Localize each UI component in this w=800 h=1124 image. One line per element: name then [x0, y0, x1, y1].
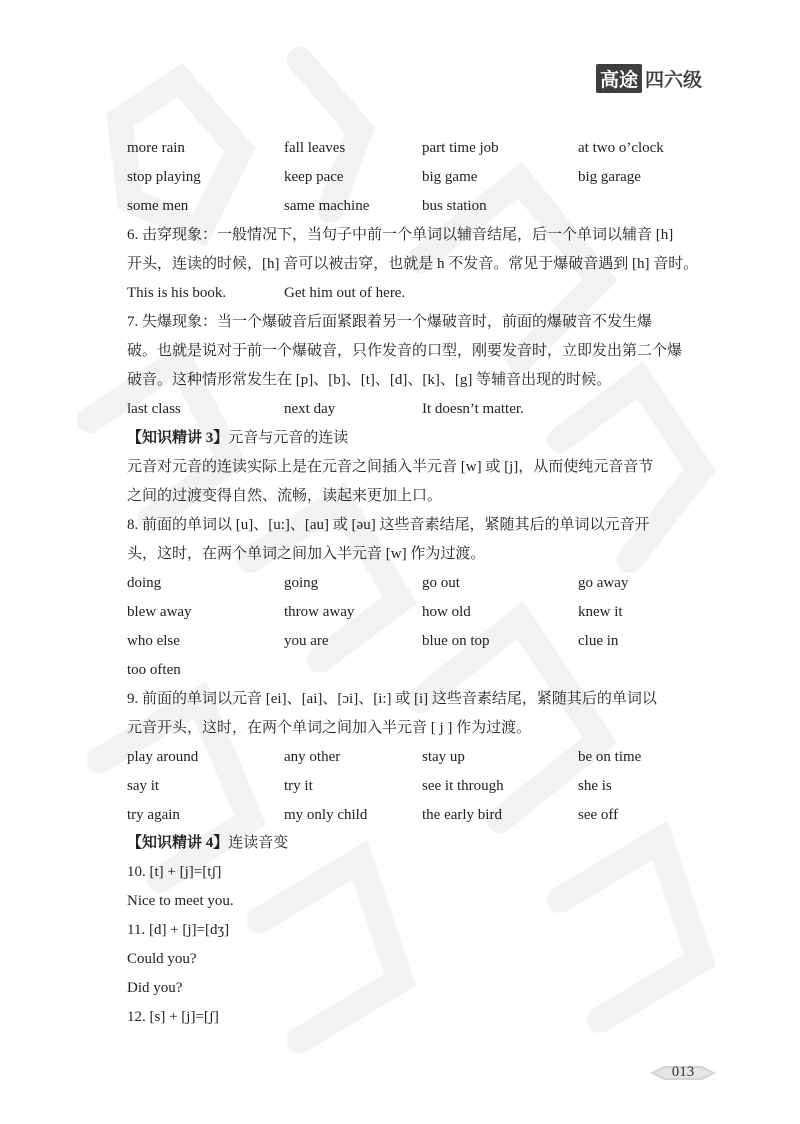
- rule-10-example: Nice to meet you.: [127, 893, 234, 909]
- word-item: try again: [127, 807, 180, 823]
- brand-part1: 高途: [596, 64, 642, 93]
- word-item: you are: [284, 633, 329, 649]
- word-item: go away: [578, 575, 629, 591]
- word-row: [127, 196, 687, 216]
- word-item: clue in: [578, 633, 619, 649]
- example-row: [127, 283, 687, 303]
- word-item: the early bird: [422, 807, 502, 823]
- brand-logo: [596, 64, 702, 93]
- heading-title: 连读音变: [228, 835, 289, 851]
- example-item: next day: [284, 401, 336, 417]
- word-item: any other: [284, 749, 341, 765]
- word-item: blew away: [127, 604, 192, 620]
- word-item: part time job: [422, 140, 499, 156]
- word-item: bus station: [422, 198, 487, 214]
- rule-11-example-1: Could you?: [127, 951, 197, 967]
- word-item: how old: [422, 604, 471, 620]
- rule-11: 11. [d] + [j]=[dʒ]: [127, 922, 230, 938]
- word-row: [127, 747, 687, 767]
- word-item: stop playing: [127, 169, 201, 185]
- paragraph-3-line2: 之间的过渡变得自然、流畅，读起来更加上口。: [127, 488, 443, 504]
- paragraph-9-line1: 9. 前面的单词以元音 [ei]、[ai]、[ɔi]、[i:] 或 [i] 这些音素结尾，紧随其后的单词以: [127, 691, 657, 707]
- word-item: be on time: [578, 749, 642, 765]
- word-item: my only child: [284, 807, 368, 823]
- word-item: who else: [127, 633, 180, 649]
- word-item: go out: [422, 575, 460, 591]
- section-heading-3: [127, 428, 348, 448]
- paragraph-7-line3: 破音。这种情形常发生在 [p]、[b]、[t]、[d]、[k]、[g] 等辅音出现的时候。: [127, 372, 612, 388]
- paragraph-7-line1: 7. 失爆现象：当一个爆破音后面紧跟着另一个爆破音时，前面的爆破音不发生爆: [127, 314, 653, 330]
- heading-label: 【知识精讲 4】: [127, 835, 229, 851]
- word-item: doing: [127, 575, 162, 591]
- word-row: [127, 776, 687, 796]
- word-item: try it: [284, 778, 313, 794]
- word-row: [127, 631, 687, 651]
- word-item: at two o’clock: [578, 140, 664, 156]
- paragraph-6-line2: 开头，连读的时候，[h] 音可以被击穿，也就是 h 不发音。常见于爆破音遇到 [h] 音时。: [127, 256, 699, 272]
- word-item: throw away: [284, 604, 355, 620]
- word-item: see it through: [422, 778, 504, 794]
- word-item: more rain: [127, 140, 185, 156]
- word-item: stay up: [422, 749, 465, 765]
- word-item: play around: [127, 749, 199, 765]
- page-number-text: 013: [671, 1064, 695, 1080]
- word-item: blue on top: [422, 633, 490, 649]
- example-row: [127, 399, 687, 419]
- rule-11-example-2: Did you?: [127, 980, 183, 996]
- example-item: Get him out of here.: [284, 285, 406, 301]
- paragraph-7-line2: 破。也就是说对于前一个爆破音，只作发音的口型，刚要发音时，立即发出第二个爆: [127, 343, 683, 359]
- word-row: [127, 573, 687, 593]
- rule-12: 12. [s] + [j]=[ʃ]: [127, 1009, 219, 1025]
- paragraph-8-line2: 头，这时，在两个单词之间加入半元音 [w] 作为过渡。: [127, 546, 486, 562]
- example-item: This is his book.: [127, 285, 227, 301]
- word-row: [127, 138, 687, 158]
- example-item: last class: [127, 401, 181, 417]
- word-item: say it: [127, 778, 160, 794]
- word-item: knew it: [578, 604, 623, 620]
- word-item: see off: [578, 807, 619, 823]
- word-item: going: [284, 575, 319, 591]
- heading-title: 元音与元音的连读: [228, 430, 349, 446]
- paragraph-8-line1: 8. 前面的单词以 [u]、[u:]、[au] 或 [əu] 这些音素结尾，紧随其后的单词以元音开: [127, 517, 650, 533]
- example-item: It doesn’t matter.: [422, 401, 524, 417]
- word-item: some men: [127, 198, 189, 214]
- paragraph-6-line1: 6. 击穿现象：一般情况下，当句子中前一个单词以辅音结尾，后一个单词以辅音 [h]: [127, 227, 674, 243]
- brand-part2: 四六级: [644, 69, 702, 91]
- heading-label: 【知识精讲 3】: [127, 430, 229, 446]
- paragraph-9-line2: 元音开头，这时，在两个单词之间加入半元音 [ j ] 作为过渡。: [127, 720, 532, 736]
- word-item: big game: [422, 169, 478, 185]
- word-row: [127, 660, 687, 680]
- paragraph-3-line1: 元音对元音的连读实际上是在元音之间插入半元音 [w] 或 [j]，从而使纯元音音节: [127, 459, 654, 475]
- word-row: [127, 167, 687, 187]
- page-number: [650, 1063, 716, 1083]
- rule-10: 10. [t] + [j]=[tʃ]: [127, 864, 222, 880]
- word-item: keep pace: [284, 169, 344, 185]
- word-item: same machine: [284, 198, 370, 214]
- section-heading-4: [127, 833, 288, 853]
- word-item: too often: [127, 662, 181, 678]
- word-row: [127, 602, 687, 622]
- word-row: [127, 805, 687, 825]
- word-item: fall leaves: [284, 140, 346, 156]
- word-item: big garage: [578, 169, 641, 185]
- word-item: she is: [578, 778, 612, 794]
